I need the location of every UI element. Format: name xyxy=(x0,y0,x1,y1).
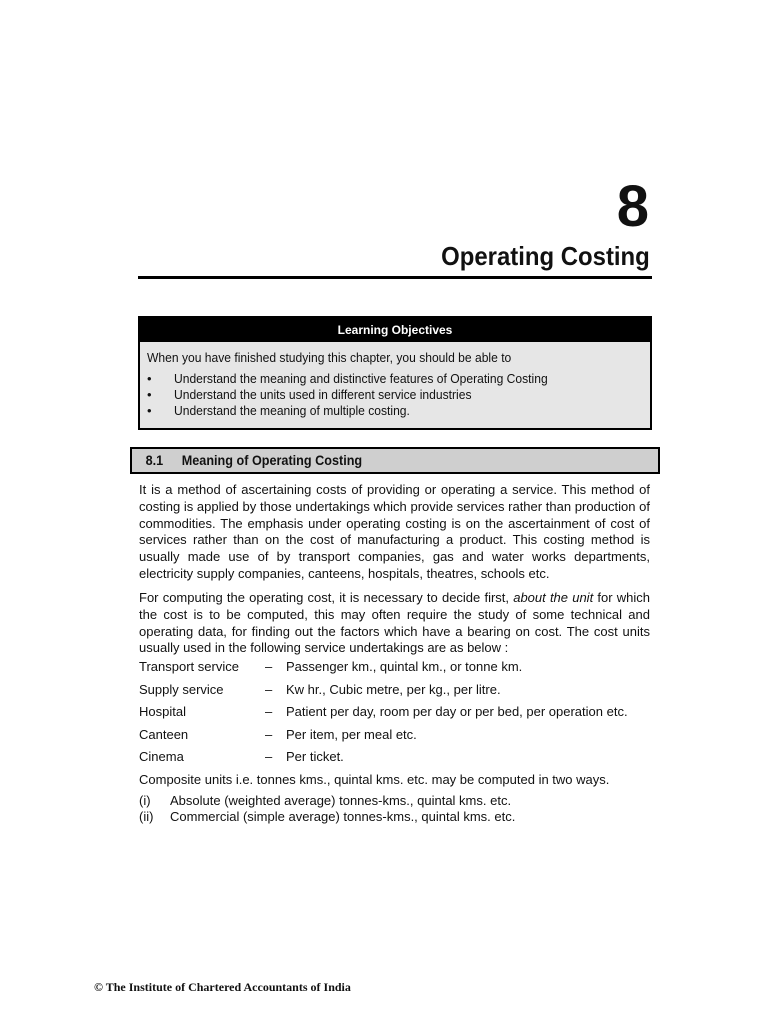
cost-unit-text: Per ticket. xyxy=(286,749,344,764)
dash: – xyxy=(265,659,273,674)
section-heading xyxy=(130,447,660,474)
service-name: Canteen xyxy=(139,727,189,742)
item-number: (i) xyxy=(139,793,151,808)
bullet-icon: • xyxy=(147,403,152,418)
section-title: Meaning of Operating Costing xyxy=(181,452,363,468)
title-rule xyxy=(138,276,652,279)
list-item xyxy=(140,387,650,403)
paragraph-cost-units xyxy=(139,590,650,657)
paragraph-text: For computing the operating cost, it is necessary to decide first, xyxy=(139,590,514,605)
dash: – xyxy=(265,749,273,764)
bullet-icon: • xyxy=(147,387,152,402)
paragraph-definition: It is a method of ascertaining costs of providing or operating a service. This method of costing is applied by those undertakings which provide services rather than production of commodities. The emphasis under operating costing is on the ascertainment of cost of services rather than on the cost of manufacturing a product. This costing method is usually made use of by transport companies, gas and water works departments, electricity supply companies, canteens, hospitals, theatres, schools etc. xyxy=(139,482,650,581)
section-number: 8.1 xyxy=(145,452,164,468)
cost-unit-text: Passenger km., quintal km., or tonne km. xyxy=(286,659,523,674)
learning-objectives-box xyxy=(138,316,652,430)
objective-text: Understand the meaning and distinctive features of Operating Costing xyxy=(174,371,548,386)
service-name: Cinema xyxy=(139,749,184,764)
list-item xyxy=(140,403,650,419)
service-name: Hospital xyxy=(139,704,186,719)
dash: – xyxy=(265,727,273,742)
dash: – xyxy=(265,682,273,697)
bullet-icon: • xyxy=(147,371,152,386)
emphasis-text: about the unit xyxy=(513,590,594,605)
service-name: Transport service xyxy=(139,659,239,674)
learning-objectives-list xyxy=(140,371,650,419)
chapter-title: Operating Costing xyxy=(441,241,650,271)
chapter-number: 8 xyxy=(616,174,648,239)
cost-unit-text: Per item, per meal etc. xyxy=(286,727,417,742)
cost-unit-text: Patient per day, room per day or per bed, per operation etc. xyxy=(286,704,628,719)
item-text: Commercial (simple average) tonnes-kms., quintal kms. etc. xyxy=(170,809,516,824)
paragraph-text: for which the cost is to be computed, this may often require the study of some technical and operating data, for finding out the factors which have a bearing on cost. The cost units usually used in the following service undertakings are as below : xyxy=(139,590,650,656)
objective-text: Understand the units used in different service industries xyxy=(174,387,472,402)
learning-objectives-header: Learning Objectives xyxy=(140,318,650,342)
item-number: (ii) xyxy=(139,809,154,824)
learning-objectives-intro: When you have finished studying this chapter, you should be able to xyxy=(147,350,512,365)
objective-text: Understand the meaning of multiple costing. xyxy=(174,403,410,418)
cost-unit-text: Kw hr., Cubic metre, per kg., per litre. xyxy=(286,682,501,697)
section-heading-text xyxy=(139,449,372,472)
composite-units-intro: Composite units i.e. tonnes kms., quintal kms. etc. may be computed in two ways. xyxy=(139,772,610,787)
service-name: Supply service xyxy=(139,682,224,697)
dash: – xyxy=(265,704,273,719)
footer-copyright: © The Institute of Chartered Accountants of India xyxy=(94,980,351,994)
item-text: Absolute (weighted average) tonnes-kms., quintal kms. etc. xyxy=(170,793,512,808)
list-item xyxy=(140,371,650,387)
